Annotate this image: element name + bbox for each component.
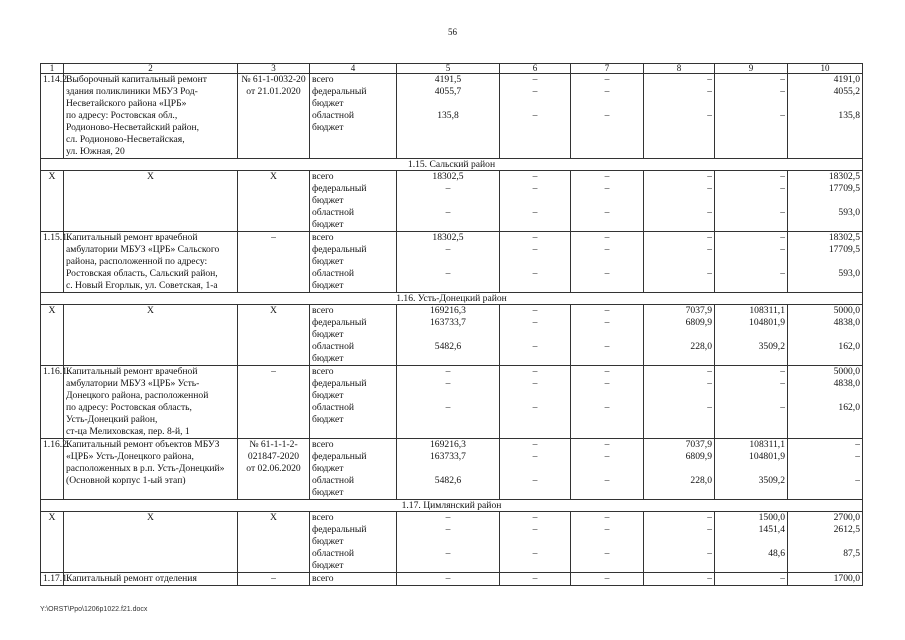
cell-line: 135,8: [838, 110, 860, 121]
cell-line: 108311,1: [749, 305, 785, 316]
cell-line: –: [532, 74, 538, 85]
cell-line: 104801,9: [749, 317, 785, 328]
cell-line: областной бюджет: [312, 207, 355, 230]
cell-line: 18302,5: [432, 171, 464, 182]
value-cell-7: [571, 366, 644, 439]
budget-source-cell: [310, 305, 397, 366]
header-cell: 8: [644, 64, 715, 74]
value-cell-8: [644, 305, 715, 366]
cell-line: 6809,9: [685, 451, 712, 462]
row-number-cell: [41, 512, 64, 573]
cell-line: всего: [312, 232, 334, 243]
object-name: Капитальный ремонт объектов МБУЗ «ЦРБ» Усть-Донецкого района, расположенных в р.п. Усть-Донецкий» (Основной корпус 1-ый этап): [66, 439, 225, 486]
object-name-cell: [64, 512, 238, 573]
cell-line: 162,0: [838, 341, 860, 352]
value-cell-5: [397, 171, 500, 232]
cell-line: 5000,0: [833, 366, 860, 377]
value-cell-6: [500, 439, 571, 500]
object-name-cell: [64, 305, 238, 366]
cell-line: 4191,5: [434, 74, 462, 85]
row-number: 1.17.1.: [43, 573, 70, 584]
cell-line: 4055,2: [833, 86, 860, 97]
value-cell-5: [397, 232, 500, 293]
value-cell-6: [500, 512, 571, 573]
cell-line: –: [707, 524, 712, 535]
cell-line: –: [445, 524, 451, 535]
cell-line: –: [532, 475, 538, 486]
cell-line: –: [780, 232, 785, 243]
value-cell-6: [500, 305, 571, 366]
cell-line: –: [855, 475, 860, 486]
value-cell-9: [715, 512, 788, 573]
cell-line: –: [604, 317, 610, 328]
cell-line: 162,0: [838, 402, 860, 413]
cell-line: –: [780, 268, 785, 279]
document-cell: [238, 366, 310, 439]
cell-line: федеральный бюджет: [312, 378, 367, 401]
table-row: [41, 439, 863, 500]
cell-line: –: [707, 232, 712, 243]
row-number-cell: [41, 305, 64, 366]
cell-line: –: [604, 305, 610, 316]
value-cell-5: [397, 573, 500, 586]
cell-line: –: [707, 86, 712, 97]
cell-line: –: [532, 305, 538, 316]
cell-line: –: [604, 378, 610, 389]
cell-line: 17709,5: [828, 244, 860, 255]
value-cell-6: [500, 232, 571, 293]
value-cell-9: [715, 232, 788, 293]
cell-line: 7037,9: [685, 439, 712, 450]
cell-line: федеральный бюджет: [312, 317, 367, 340]
value-cell-8: [644, 171, 715, 232]
cell-line: –: [532, 524, 538, 535]
cell-line: –: [780, 402, 785, 413]
cell-line: 593,0: [838, 207, 860, 218]
value-cell-9: [715, 305, 788, 366]
header-cell: 6: [500, 64, 571, 74]
cell-line: –: [445, 402, 451, 413]
value-cell-5: [397, 439, 500, 500]
file-path-footer: Y:\ORST\Ppo\1206p1022.f21.docx: [40, 606, 148, 613]
row-number-cell: [41, 573, 70, 586]
row-number: 1.16.2.: [43, 439, 70, 450]
cell-line: –: [445, 512, 451, 523]
budget-source-cell: [310, 573, 397, 586]
cell-line: –: [780, 74, 785, 85]
cell-line: –: [445, 366, 451, 377]
cell-line: 6809,9: [685, 317, 712, 328]
cell-line: федеральный бюджет: [312, 524, 367, 547]
cell-line: –: [707, 378, 712, 389]
value-cell-9: [715, 171, 788, 232]
table-row: [41, 305, 863, 366]
cell-line: –: [532, 244, 538, 255]
cell-line: 5000,0: [833, 305, 860, 316]
section-title: 1.16. Усть-Донецкий район: [41, 293, 863, 305]
value-cell-8: [644, 439, 715, 500]
object-name: Х: [147, 305, 154, 316]
cell-line: –: [532, 573, 538, 584]
document-ref: –: [271, 232, 276, 243]
header-cell: 4: [310, 64, 397, 74]
cell-line: –: [532, 451, 538, 462]
cell-line: –: [532, 439, 538, 450]
cell-line: –: [532, 378, 538, 389]
cell-line: –: [707, 573, 712, 584]
cell-line: областной бюджет: [312, 268, 355, 291]
cell-line: 593,0: [838, 268, 860, 279]
table-row: [41, 74, 863, 159]
row-number-cell: [41, 232, 70, 293]
object-name: Выборочный капитальный ремонт здания поликлиники МБУЗ Род- Несветайского района «ЦРБ» по адресу: Ростовская обл., Родионово-Несветайский район, сл. Родионово-Несветайская, ул. Южная, 20: [66, 74, 207, 157]
cell-line: всего: [312, 74, 334, 85]
value-cell-7: [571, 439, 644, 500]
header-cell: 7: [571, 64, 644, 74]
cell-line: –: [780, 244, 785, 255]
header-cell: 5: [397, 64, 500, 74]
value-cell-9: [715, 366, 788, 439]
cell-line: 108311,1: [749, 439, 785, 450]
cell-line: –: [604, 573, 610, 584]
cell-line: 4838,0: [833, 378, 860, 389]
value-cell-5: [397, 74, 500, 159]
cell-line: –: [445, 244, 451, 255]
cell-line: областной бюджет: [312, 548, 355, 571]
cell-line: областной бюджет: [312, 402, 355, 425]
cell-line: –: [604, 232, 610, 243]
value-cell-10: [788, 366, 863, 439]
row-number-cell: [41, 74, 70, 159]
cell-line: 4191,0: [833, 74, 860, 85]
value-cell-7: [571, 74, 644, 159]
document-ref: –: [271, 366, 276, 377]
object-name-cell: [64, 232, 238, 293]
cell-line: всего: [312, 573, 334, 584]
cell-line: областной бюджет: [312, 475, 355, 498]
cell-line: областной бюджет: [312, 110, 355, 133]
cell-line: 1451,4: [758, 524, 785, 535]
cell-line: –: [780, 110, 785, 121]
value-cell-7: [571, 232, 644, 293]
object-name-cell: [64, 573, 238, 586]
cell-line: –: [604, 183, 610, 194]
table-row: [41, 171, 863, 232]
cell-line: –: [532, 183, 538, 194]
cell-line: 163733,7: [430, 317, 466, 328]
cell-line: федеральный бюджет: [312, 244, 367, 267]
header-cell: 10: [788, 64, 863, 74]
cell-line: –: [780, 378, 785, 389]
row-number: Х: [48, 171, 56, 182]
cell-line: –: [780, 366, 785, 377]
cell-line: –: [604, 74, 610, 85]
cell-line: –: [707, 110, 712, 121]
object-name: Капитальный ремонт отделения: [66, 573, 197, 584]
header-cell: 1: [41, 64, 64, 74]
document-ref: Х: [270, 305, 277, 316]
cell-line: 1700,0: [833, 573, 860, 584]
cell-line: 4838,0: [833, 317, 860, 328]
cell-line: –: [780, 573, 785, 584]
cell-line: 48,6: [768, 548, 785, 559]
cell-line: –: [604, 86, 610, 97]
table-row: [41, 512, 863, 573]
table-row: [41, 232, 863, 293]
value-cell-9: [715, 74, 788, 159]
cell-line: –: [604, 110, 610, 121]
section-row: [41, 293, 863, 305]
row-number-cell: [41, 171, 64, 232]
value-cell-5: [397, 366, 500, 439]
document-ref: Х: [270, 512, 277, 523]
cell-line: 169216,3: [430, 439, 466, 450]
cell-line: 163733,7: [430, 451, 466, 462]
budget-source-cell: [310, 232, 397, 293]
cell-line: –: [604, 207, 610, 218]
cell-line: –: [780, 183, 785, 194]
cell-line: 87,5: [843, 548, 860, 559]
cell-line: 18302,5: [828, 232, 860, 243]
value-cell-8: [644, 74, 715, 159]
cell-line: 104801,9: [749, 451, 785, 462]
cell-line: –: [532, 171, 538, 182]
cell-line: –: [445, 573, 451, 584]
cell-line: 3509,2: [758, 341, 785, 352]
value-cell-8: [644, 232, 715, 293]
document-cell: [238, 74, 310, 159]
document-cell: [238, 439, 310, 500]
object-name-cell: [64, 439, 238, 500]
document-ref: –: [271, 573, 276, 584]
cell-line: –: [604, 244, 610, 255]
page-number: 56: [448, 27, 457, 37]
cell-line: 228,0: [690, 475, 712, 486]
section-title: 1.15. Сальский район: [41, 159, 863, 171]
cell-line: –: [532, 110, 538, 121]
value-cell-8: [644, 366, 715, 439]
cell-line: –: [532, 548, 538, 559]
value-cell-9: [715, 439, 788, 500]
value-cell-7: [571, 171, 644, 232]
value-cell-8: [644, 512, 715, 573]
cell-line: –: [707, 171, 712, 182]
cell-line: –: [604, 512, 610, 523]
cell-line: –: [604, 268, 610, 279]
row-number-cell: [41, 439, 70, 500]
cell-line: 5482,6: [434, 475, 462, 486]
cell-line: всего: [312, 171, 334, 182]
budget-source-cell: [310, 74, 397, 159]
cell-line: всего: [312, 439, 334, 450]
cell-line: –: [707, 512, 712, 523]
cell-line: –: [445, 207, 451, 218]
value-cell-6: [500, 171, 571, 232]
cell-line: –: [532, 232, 538, 243]
cell-line: всего: [312, 366, 334, 377]
section-row: [41, 159, 863, 171]
value-cell-10: [788, 439, 863, 500]
document-cell: [238, 305, 310, 366]
cell-line: федеральный бюджет: [312, 183, 367, 206]
row-number: 1.14.2.: [43, 74, 70, 85]
object-name: Капитальный ремонт врачебной амбулатории МБУЗ «ЦРБ» Сальского района, расположенной по адресу: Ростовская область, Сальский район, с. Новый Егорлык, ул. Советская, 1-а: [66, 232, 220, 291]
value-cell-10: [788, 305, 863, 366]
object-name-cell: [64, 171, 238, 232]
budget-source-cell: [310, 439, 397, 500]
document-cell: [238, 512, 310, 573]
value-cell-7: [571, 512, 644, 573]
cell-line: –: [604, 475, 610, 486]
row-number: Х: [48, 512, 56, 523]
row-number: 1.15.1.: [43, 232, 70, 243]
value-cell-10: [788, 512, 863, 573]
header-cell: 3: [238, 64, 310, 74]
value-cell-6: [500, 74, 571, 159]
value-cell-6: [500, 573, 571, 586]
cell-line: областной бюджет: [312, 341, 355, 364]
value-cell-8: [644, 573, 715, 586]
cell-line: 4055,7: [434, 86, 462, 97]
cell-line: –: [532, 317, 538, 328]
cell-line: –: [707, 183, 712, 194]
table-row: [41, 573, 863, 586]
value-cell-7: [571, 305, 644, 366]
cell-line: 3509,2: [758, 475, 785, 486]
cell-line: –: [604, 524, 610, 535]
cell-line: –: [604, 402, 610, 413]
cell-line: –: [780, 207, 785, 218]
cell-line: 169216,3: [430, 305, 466, 316]
cell-line: федеральный бюджет: [312, 86, 367, 109]
cell-line: 135,8: [437, 110, 459, 121]
value-cell-5: [397, 305, 500, 366]
value-cell-10: [788, 573, 863, 586]
cell-line: –: [532, 207, 538, 218]
column-number-header: [41, 64, 863, 74]
budget-source-cell: [310, 366, 397, 439]
cell-line: –: [532, 402, 538, 413]
cell-line: –: [532, 512, 538, 523]
cell-line: 1500,0: [758, 512, 785, 523]
cell-line: –: [604, 439, 610, 450]
cell-line: –: [445, 183, 451, 194]
row-number: 1.16.1.: [43, 366, 70, 377]
value-cell-7: [571, 573, 644, 586]
document-ref: № 61-1-0032-20 от 21.01.2020: [241, 74, 306, 97]
cell-line: 18302,5: [828, 171, 860, 182]
cell-line: всего: [312, 512, 334, 523]
cell-line: 7037,9: [685, 305, 712, 316]
cell-line: –: [532, 86, 538, 97]
row-number: Х: [48, 305, 56, 316]
cell-line: –: [532, 366, 538, 377]
cell-line: –: [604, 548, 610, 559]
value-cell-5: [397, 512, 500, 573]
cell-line: –: [445, 378, 451, 389]
cell-line: федеральный бюджет: [312, 451, 367, 474]
cell-line: –: [604, 451, 610, 462]
cell-line: –: [855, 439, 860, 450]
cell-line: –: [707, 244, 712, 255]
budget-source-cell: [310, 512, 397, 573]
value-cell-10: [788, 232, 863, 293]
cell-line: 17709,5: [828, 183, 860, 194]
cell-line: 5482,6: [434, 341, 462, 352]
cell-line: –: [707, 402, 712, 413]
row-number-cell: [41, 366, 70, 439]
section-title: 1.17. Цимлянский район: [41, 500, 863, 512]
cell-line: –: [604, 171, 610, 182]
cell-line: –: [707, 207, 712, 218]
value-cell-6: [500, 366, 571, 439]
cell-line: –: [707, 74, 712, 85]
value-cell-9: [715, 573, 788, 586]
cell-line: –: [707, 268, 712, 279]
cell-line: 18302,5: [432, 232, 464, 243]
cell-line: –: [604, 366, 610, 377]
cell-line: всего: [312, 305, 334, 316]
value-cell-10: [788, 171, 863, 232]
cell-line: –: [707, 548, 712, 559]
cell-line: –: [532, 341, 538, 352]
document-ref: № 61-1-1-2- 021847-2020 от 02.06.2020: [246, 439, 301, 474]
budget-source-cell: [310, 171, 397, 232]
cell-line: –: [532, 268, 538, 279]
document-cell: [238, 171, 310, 232]
object-name: Х: [147, 512, 154, 523]
budget-table: [40, 63, 863, 586]
header-cell: 2: [64, 64, 238, 74]
cell-line: –: [604, 341, 610, 352]
cell-line: –: [445, 268, 451, 279]
cell-line: 228,0: [690, 341, 712, 352]
cell-line: –: [855, 451, 860, 462]
cell-line: –: [445, 548, 451, 559]
object-name-cell: [64, 366, 238, 439]
table-row: [41, 366, 863, 439]
object-name: Х: [147, 171, 154, 182]
document-ref: Х: [270, 171, 277, 182]
cell-line: –: [707, 366, 712, 377]
cell-line: 2612,5: [833, 524, 860, 535]
object-name-cell: [64, 74, 238, 159]
value-cell-10: [788, 74, 863, 159]
document-cell: [238, 573, 310, 586]
header-cell: 9: [715, 64, 788, 74]
document-cell: [238, 232, 310, 293]
cell-line: –: [780, 86, 785, 97]
section-row: [41, 500, 863, 512]
cell-line: –: [780, 171, 785, 182]
object-name: Капитальный ремонт врачебной амбулатории МБУЗ «ЦРБ» Усть- Донецкого района, расположенной по адресу: Ростовская область, Усть-Донецкий район, ст-ца Мелиховская, пер. 8-й, 1: [66, 366, 209, 437]
cell-line: 2700,0: [833, 512, 860, 523]
